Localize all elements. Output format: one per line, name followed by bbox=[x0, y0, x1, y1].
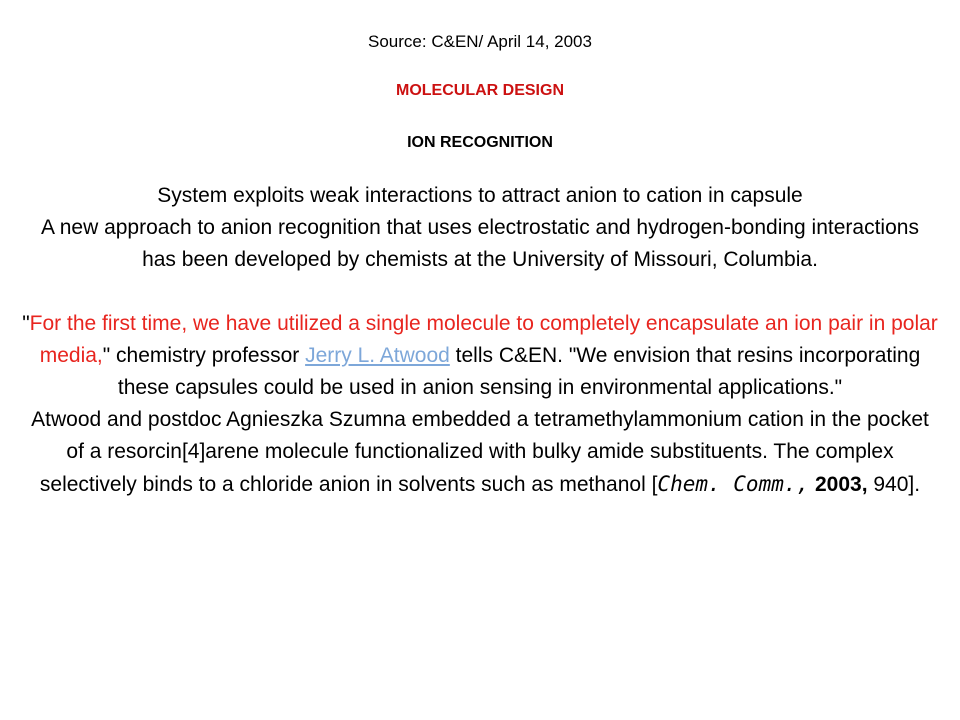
quote-open: " bbox=[22, 312, 30, 335]
quote-highlight: For the first time, we have utilized a single molecule to completely encapsulate an ion pair in polar media, bbox=[29, 312, 938, 367]
source-line: Source: C&EN/ April 14, 2003 bbox=[368, 32, 592, 51]
headline: System exploits weak interactions to attract anion to cation in capsule bbox=[157, 184, 803, 207]
atwood-link[interactable]: Jerry L. Atwood bbox=[305, 344, 450, 367]
article-body bbox=[22, 180, 938, 501]
quote-rest: tells C&EN. "We envision that resins incorporating these capsules could be used in anion sensing in environmental applications." bbox=[117, 344, 921, 399]
topic-title: ION RECOGNITION bbox=[407, 134, 553, 151]
quote-attribution: " chemistry professor bbox=[102, 344, 306, 367]
journal-pages: 940]. bbox=[867, 473, 921, 496]
details-text: Atwood and postdoc Agnieszka Szumna embedded a tetramethylammonium cation in the pocket of a resorcin[4]arene molecule functionalized with bulky amide substituents. The complex selectively binds to a chloride anion in solvents such as methanol [ bbox=[31, 408, 929, 496]
lead-paragraph: A new approach to anion recognition that uses electrostatic and hydrogen-bonding interactions has been developed by chemists at the University of Missouri, Columbia. bbox=[41, 216, 919, 271]
details-paragraph bbox=[22, 404, 938, 501]
journal-name: Chem. Comm., bbox=[657, 472, 810, 496]
spacer bbox=[22, 276, 938, 308]
section-title: MOLECULAR DESIGN bbox=[396, 82, 564, 99]
quote-paragraph bbox=[22, 308, 938, 404]
journal-year: 2003, bbox=[809, 473, 868, 496]
